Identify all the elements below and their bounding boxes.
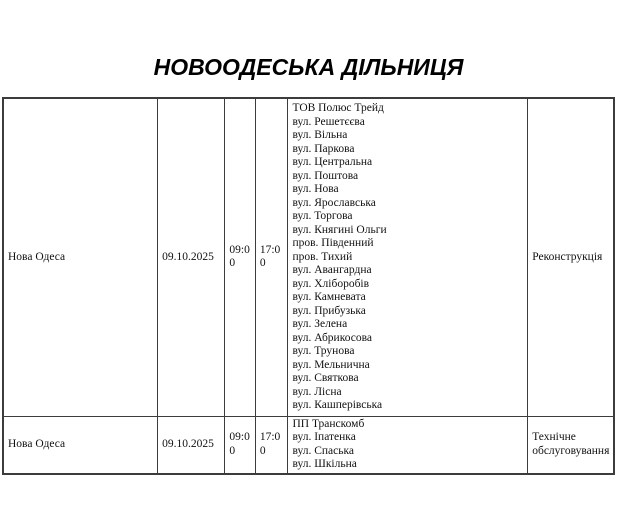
table-row: [3, 98, 614, 416]
street-line: вул. Хліборобів: [292, 277, 370, 290]
street-line: вул. Святкова: [292, 372, 359, 384]
date-cell: 09.10.2025: [158, 416, 225, 474]
street-line: вул. Решетєєва: [292, 115, 365, 128]
street-line: вул. Лісна: [292, 385, 342, 398]
street-line: ТОВ Полюс Трейд: [292, 102, 384, 114]
time-end-cell: 17:00: [255, 98, 288, 416]
table-row: [3, 416, 614, 474]
street-line: вул. Прибузька: [292, 304, 366, 317]
time-start-cell: 09:00: [225, 98, 255, 416]
street-line: ПП Транскомб: [292, 417, 365, 430]
time-end-cell: 17:00: [255, 416, 288, 474]
time-start-cell: 09:00: [225, 416, 255, 474]
street-line: вул. Поштова: [292, 169, 359, 182]
work-type-cell: Реконструкція: [528, 98, 614, 416]
street-line: вул. Центральна: [292, 156, 373, 168]
outage-schedule-table: [2, 97, 615, 475]
street-line: вул. Мельнична: [292, 358, 370, 371]
street-line: вул. Паркова: [292, 142, 355, 155]
street-line: вул. Ярославська: [292, 196, 376, 209]
street-line: вул. Торгова: [292, 210, 353, 222]
street-line: вул. Абрикосова: [292, 331, 372, 344]
street-line: вул. Нова: [292, 183, 339, 195]
street-line: пров. Тихий: [292, 250, 353, 263]
settlement-cell: Нова Одеса: [3, 416, 158, 474]
work-type-cell: Технічне обслуговування: [528, 416, 614, 474]
street-line: вул. Іпатенка: [292, 431, 356, 443]
street-line: пров. Південний: [292, 237, 374, 249]
street-line: вул. Вільна: [292, 129, 348, 141]
street-line: вул. Спаська: [292, 444, 355, 457]
page-title: НОВООДЕСЬКА ДІЛЬНИЦЯ: [153, 54, 464, 80]
locations-cell: [288, 416, 528, 474]
street-line: вул. Княгині Ольги: [292, 223, 387, 236]
street-line: вул. Авангардна: [292, 264, 372, 276]
street-line: вул. Камневата: [292, 291, 366, 303]
street-line: вул. Кашперівська: [292, 399, 383, 411]
locations-cell: [288, 98, 528, 416]
street-line: вул. Зелена: [292, 318, 348, 330]
settlement-cell: Нова Одеса: [3, 98, 158, 416]
street-line: вул. Шкільна: [292, 458, 357, 470]
street-line: вул. Трунова: [292, 345, 355, 357]
date-cell: 09.10.2025: [158, 98, 225, 416]
